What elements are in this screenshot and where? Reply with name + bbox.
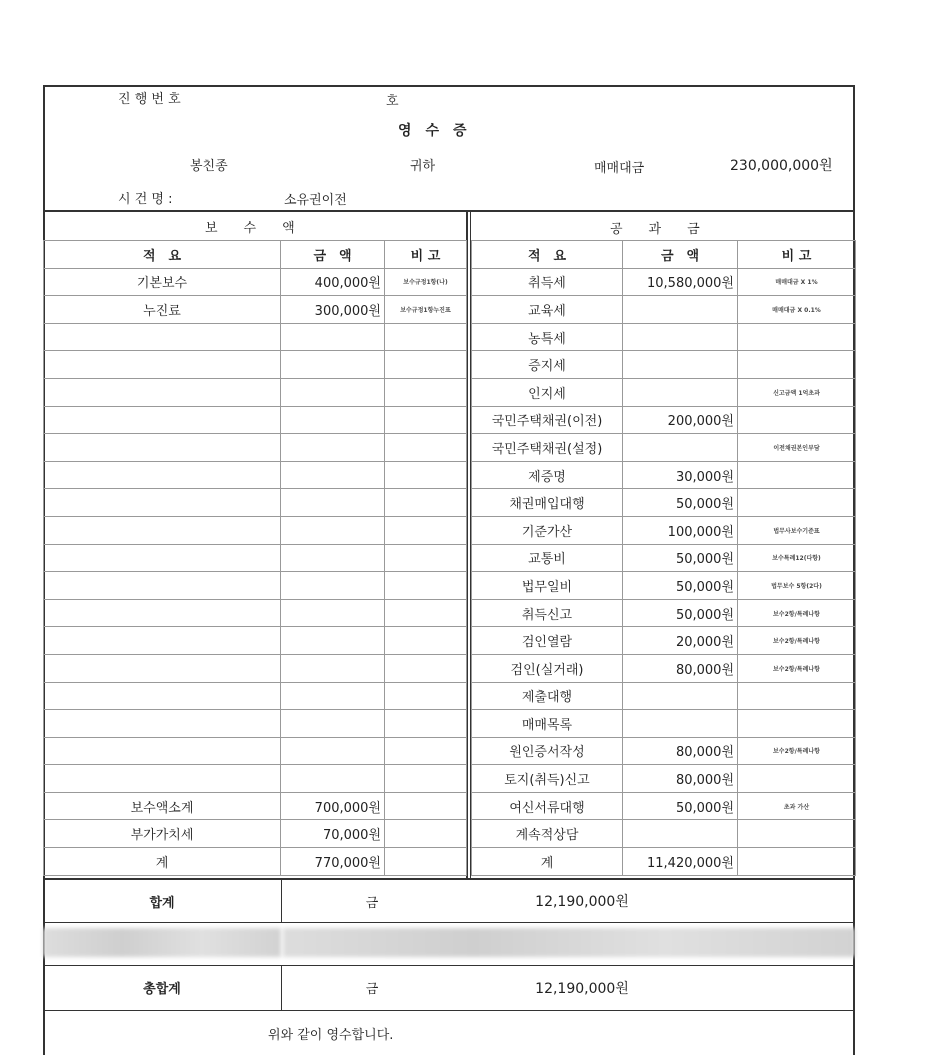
client-name: 봉친종: [190, 159, 228, 174]
table-row: [472, 710, 856, 738]
item-name: [44, 406, 281, 434]
item-name: 계: [44, 848, 281, 876]
item-amount: [281, 351, 385, 379]
item-name: [44, 351, 281, 379]
table-row: [472, 378, 856, 406]
table-row: [472, 599, 856, 627]
table-row: [472, 682, 856, 710]
item-amount: [281, 544, 385, 572]
item-note: 보수2항/특례나항: [738, 737, 856, 765]
table-row: [44, 406, 467, 434]
item-amount: 100,000원: [623, 516, 738, 544]
item-note: 매매대금 X 1%: [738, 268, 856, 296]
item-name: 계: [472, 848, 623, 876]
table-row: [44, 654, 467, 682]
item-note: [738, 461, 856, 489]
price-label: 매매대금: [594, 161, 645, 176]
item-amount: [281, 516, 385, 544]
item-amount: [623, 434, 738, 462]
item-amount: [623, 296, 738, 324]
table-row: [472, 268, 856, 296]
item-note: 법무사보수기준표: [738, 516, 856, 544]
item-note: [385, 516, 467, 544]
item-amount: [623, 351, 738, 379]
table-row: [472, 737, 856, 765]
case-number-label: 진 행 번 호: [118, 92, 181, 107]
left-section-title: 보 수 액: [205, 221, 295, 236]
table-row: [44, 268, 467, 296]
table-row: [472, 848, 856, 876]
item-name: [44, 489, 281, 517]
column-header: 금 액: [623, 241, 738, 269]
item-amount: 80,000원: [623, 765, 738, 793]
honorific: 귀하: [410, 159, 436, 174]
table-row: [472, 461, 856, 489]
item-note: [385, 351, 467, 379]
item-name: 교육세: [472, 296, 623, 324]
item-name: 원인증서작성: [472, 737, 623, 765]
item-name: 국민주택채권(설정): [472, 434, 623, 462]
item-name: 인지세: [472, 378, 623, 406]
table-row: [472, 627, 856, 655]
column-header: 비 고: [385, 241, 467, 269]
item-amount: [281, 710, 385, 738]
redacted-block: [43, 928, 281, 957]
item-note: [385, 792, 467, 820]
item-name: [44, 710, 281, 738]
table-row: [472, 351, 856, 379]
item-name: 제출대행: [472, 682, 623, 710]
table-row: [472, 406, 856, 434]
item-note: 매매대금 X 0.1%: [738, 296, 856, 324]
item-name: 국민주택채권(이전): [472, 406, 623, 434]
item-name: 교통비: [472, 544, 623, 572]
item-name: 취득신고: [472, 599, 623, 627]
item-name: [44, 434, 281, 462]
item-name: [44, 572, 281, 600]
item-name: 기준가산: [472, 516, 623, 544]
item-note: [385, 544, 467, 572]
table-row: [44, 378, 467, 406]
item-note: [385, 765, 467, 793]
case-number-suffix: 호: [386, 94, 399, 109]
sum-label: 합계: [43, 880, 282, 922]
table-row: [472, 654, 856, 682]
item-amount: [281, 627, 385, 655]
table-row: [44, 296, 467, 324]
item-name: 매매목록: [472, 710, 623, 738]
sum-currency: 금: [365, 895, 379, 911]
item-note: [385, 378, 467, 406]
table-row: [44, 792, 467, 820]
item-amount: 50,000원: [623, 544, 738, 572]
item-note: [385, 461, 467, 489]
item-note: [738, 710, 856, 738]
item-amount: 80,000원: [623, 737, 738, 765]
item-name: 보수액소계: [44, 792, 281, 820]
item-note: [385, 654, 467, 682]
item-note: [385, 434, 467, 462]
item-name: 검인열람: [472, 627, 623, 655]
item-amount: 10,580,000원: [623, 268, 738, 296]
item-name: 토지(취득)신고: [472, 765, 623, 793]
table-row: [472, 434, 856, 462]
item-amount: [623, 682, 738, 710]
item-name: [44, 461, 281, 489]
item-name: [44, 544, 281, 572]
item-amount: 20,000원: [623, 627, 738, 655]
fee-table: [43, 240, 467, 876]
item-amount: 700,000원: [281, 792, 385, 820]
column-header: 비 고: [738, 241, 856, 269]
table-row: [472, 765, 856, 793]
table-row: [44, 323, 467, 351]
table-row: [44, 737, 467, 765]
receipt-title: 영 수 증: [398, 123, 467, 139]
column-header: 적 요: [44, 241, 281, 269]
table-row: [44, 820, 467, 848]
item-note: [385, 406, 467, 434]
item-amount: 50,000원: [623, 489, 738, 517]
item-amount: 50,000원: [623, 599, 738, 627]
item-amount: 200,000원: [623, 406, 738, 434]
header-row: [44, 241, 467, 269]
item-amount: [281, 406, 385, 434]
table-row: [44, 710, 467, 738]
item-note: 보수2항/특례나항: [738, 599, 856, 627]
column-header: 적 요: [472, 241, 623, 269]
item-name: [44, 737, 281, 765]
item-name: [44, 516, 281, 544]
item-amount: 50,000원: [623, 792, 738, 820]
item-name: [44, 599, 281, 627]
column-header: 금 액: [281, 241, 385, 269]
table-row: [44, 544, 467, 572]
tax-table: [471, 240, 856, 876]
sum-value: 12,190,000원: [535, 894, 629, 910]
table-row: [44, 461, 467, 489]
item-amount: 80,000원: [623, 654, 738, 682]
item-name: 법무일비: [472, 572, 623, 600]
item-note: 보수규정1항누진표: [385, 296, 467, 324]
sum-row: [43, 878, 855, 923]
item-note: [385, 323, 467, 351]
item-amount: [281, 489, 385, 517]
item-amount: [281, 682, 385, 710]
item-name: [44, 627, 281, 655]
table-row: [44, 627, 467, 655]
item-name: 누진료: [44, 296, 281, 324]
item-note: [738, 682, 856, 710]
item-amount: 11,420,000원: [623, 848, 738, 876]
item-name: 여신서류대행: [472, 792, 623, 820]
table-row: [44, 572, 467, 600]
item-name: 기본보수: [44, 268, 281, 296]
grand-total-label: 총합계: [43, 965, 282, 1010]
item-note: 이전채권본인부담: [738, 434, 856, 462]
item-name: 계속적상담: [472, 820, 623, 848]
item-note: [385, 820, 467, 848]
item-name: [44, 765, 281, 793]
item-amount: 50,000원: [623, 572, 738, 600]
table-row: [44, 765, 467, 793]
table-row: [472, 572, 856, 600]
item-name: 검인(실거래): [472, 654, 623, 682]
item-amount: [281, 599, 385, 627]
item-amount: [281, 765, 385, 793]
item-note: 초과 가산: [738, 792, 856, 820]
redacted-row: [43, 920, 855, 966]
item-note: 보수특례12(다항): [738, 544, 856, 572]
header-row: [472, 241, 856, 269]
item-amount: [281, 461, 385, 489]
item-note: 신고금액 1억초과: [738, 378, 856, 406]
item-note: [738, 848, 856, 876]
divider: [43, 210, 855, 212]
table-row: [472, 489, 856, 517]
item-note: [738, 489, 856, 517]
table-row: [44, 434, 467, 462]
grand-currency: 금: [365, 982, 379, 997]
item-name: [44, 378, 281, 406]
footer-text: 위와 같이 영수합니다.: [268, 1028, 394, 1043]
table-row: [44, 682, 467, 710]
item-note: 보수2항/특례나항: [738, 654, 856, 682]
table-row: [44, 516, 467, 544]
item-note: [738, 406, 856, 434]
item-amount: 300,000원: [281, 296, 385, 324]
item-amount: [281, 654, 385, 682]
table-row: [472, 323, 856, 351]
item-name: [44, 682, 281, 710]
item-note: [385, 627, 467, 655]
table-row: [44, 848, 467, 876]
item-amount: [281, 737, 385, 765]
item-note: 보수규정1항(나): [385, 268, 467, 296]
item-amount: [623, 323, 738, 351]
table-row: [44, 489, 467, 517]
item-amount: [623, 378, 738, 406]
item-name: 증지세: [472, 351, 623, 379]
grand-total-row: [43, 965, 855, 1011]
item-note: [385, 710, 467, 738]
table-row: [472, 792, 856, 820]
item-note: [385, 599, 467, 627]
item-amount: 30,000원: [623, 461, 738, 489]
item-note: [385, 682, 467, 710]
item-note: [738, 351, 856, 379]
case-name-label: 시 건 명 :: [118, 192, 173, 207]
item-note: [385, 737, 467, 765]
grand-total-value: 12,190,000원: [535, 980, 629, 997]
item-note: [385, 489, 467, 517]
item-amount: [281, 572, 385, 600]
table-row: [472, 544, 856, 572]
item-amount: 400,000원: [281, 268, 385, 296]
item-name: 취득세: [472, 268, 623, 296]
table-row: [44, 599, 467, 627]
item-note: [738, 765, 856, 793]
item-name: [44, 323, 281, 351]
case-name: 소유권이전: [284, 193, 347, 208]
table-row: [472, 820, 856, 848]
item-amount: [281, 378, 385, 406]
item-note: 법무보수 5항(2다): [738, 572, 856, 600]
item-note: [385, 572, 467, 600]
right-section-title: 공 과 금: [610, 222, 700, 237]
redacted-block: [283, 928, 855, 957]
item-name: [44, 654, 281, 682]
item-note: 보수2항/특례나항: [738, 627, 856, 655]
item-name: 채권매입대행: [472, 489, 623, 517]
item-amount: [281, 323, 385, 351]
item-note: [738, 323, 856, 351]
table-row: [472, 516, 856, 544]
item-amount: [623, 820, 738, 848]
item-note: [385, 848, 467, 876]
item-amount: 770,000원: [281, 848, 385, 876]
table-row: [44, 351, 467, 379]
item-name: 부가가치세: [44, 820, 281, 848]
item-amount: [281, 434, 385, 462]
item-note: [738, 820, 856, 848]
item-name: 농특세: [472, 323, 623, 351]
item-amount: 70,000원: [281, 820, 385, 848]
item-amount: [623, 710, 738, 738]
price-value: 230,000,000원: [730, 158, 833, 174]
table-row: [472, 296, 856, 324]
item-name: 제증명: [472, 461, 623, 489]
